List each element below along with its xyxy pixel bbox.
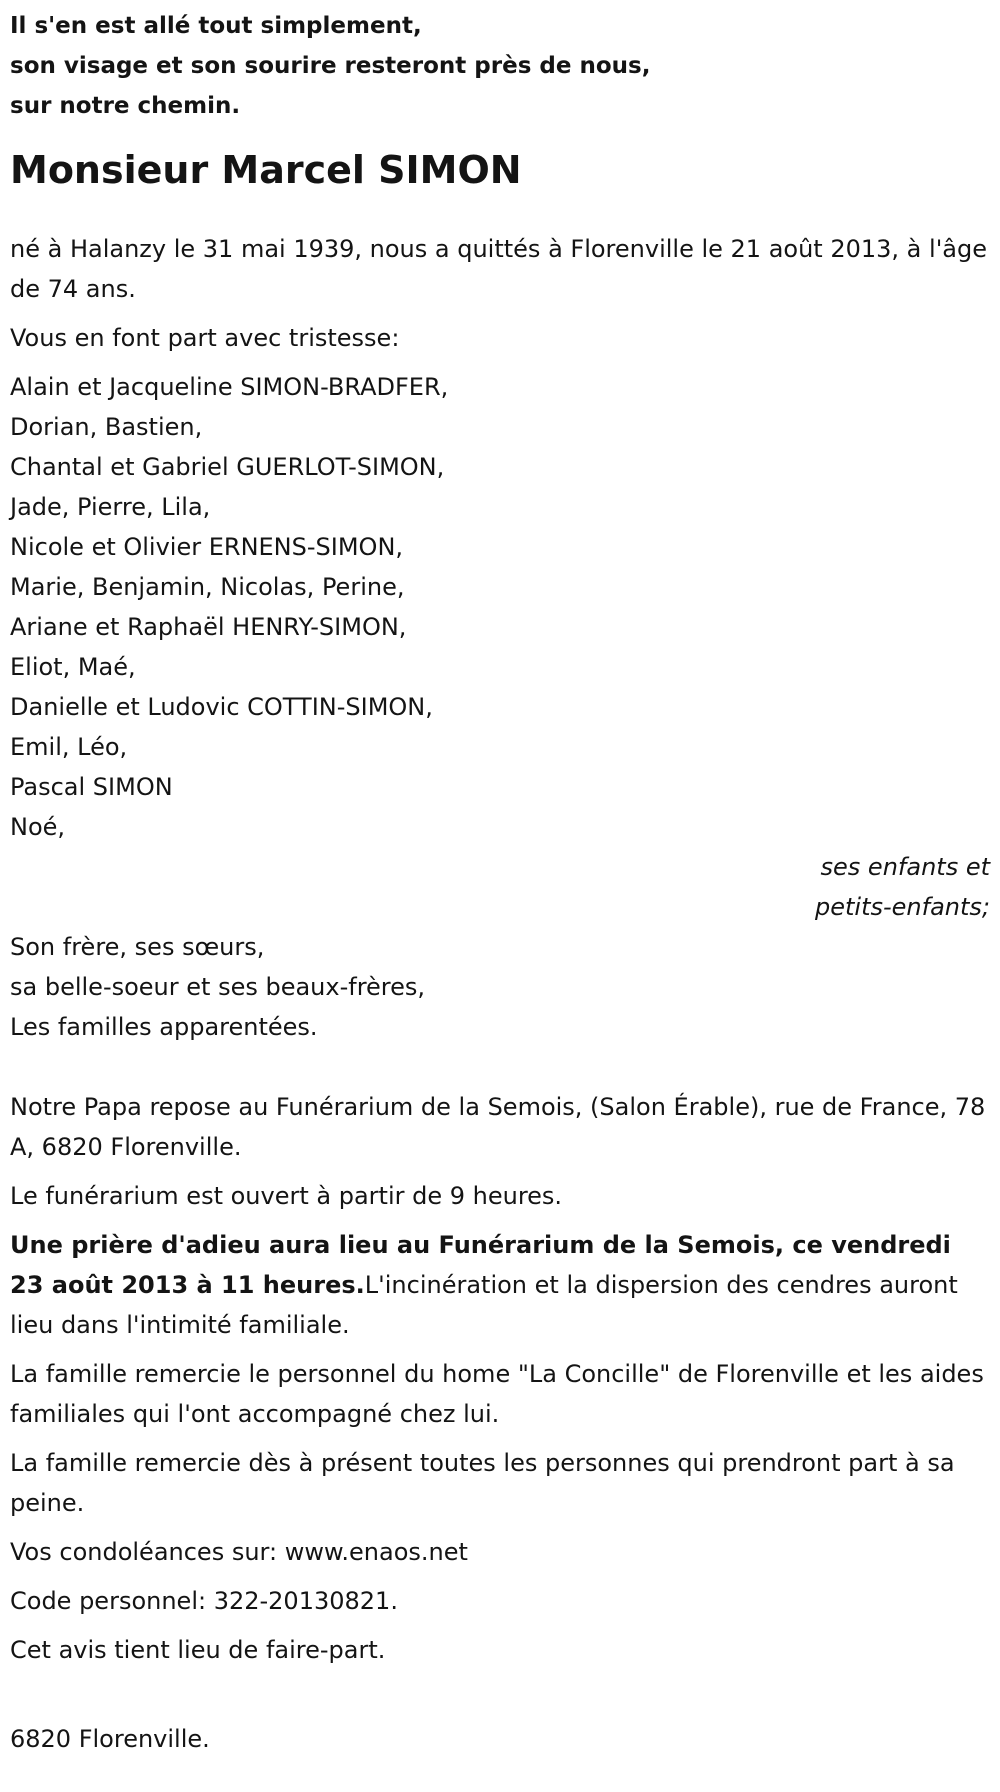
funeral-home-info: Notre Papa repose au Funérarium de la Semois, (Salon Érable), rue de France, 78 A, 6820 Florenville. <box>10 1093 986 1161</box>
birth-death-info: né à Halanzy le 31 mai 1939, nous a quittés à Florenville le 21 août 2013, à l'âge de 74 ans. <box>10 235 987 303</box>
family-member: Pascal SIMON <box>10 773 173 801</box>
ceremony-details: Une prière d'adieu aura lieu au Funérarium de la Semois, ce vendredi 23 août 2013 à 11 heures. <box>10 1231 951 1299</box>
family-member: Jade, Pierre, Lila, <box>10 493 211 521</box>
family-member: Dorian, Bastien, <box>10 413 203 441</box>
spacer <box>10 1679 990 1719</box>
ceremony-info <box>10 1225 990 1345</box>
personal-code: Code personnel: 322-20130821. <box>10 1587 398 1615</box>
epigraph-line: sur notre chemin. <box>10 93 241 119</box>
thanks-all: La famille remercie dès à présent toutes les personnes qui prendront part à sa peine. <box>10 1449 955 1517</box>
family-member: Eliot, Maé, <box>10 653 136 681</box>
deceased-name: Monsieur Marcel SIMON <box>10 148 522 192</box>
family-list <box>10 367 990 847</box>
family-member: Alain et Jacqueline SIMON-BRADFER, <box>10 373 449 401</box>
spacer <box>10 1047 990 1087</box>
signoff-line: ses enfants et <box>820 853 990 881</box>
family-member: Ariane et Raphaël HENRY-SIMON, <box>10 613 407 641</box>
signoff-line: petits-enfants; <box>815 893 990 921</box>
family-member: Marie, Benjamin, Nicolas, Perine, <box>10 573 405 601</box>
epigraph <box>10 0 990 126</box>
notice-text: Cet avis tient lieu de faire-part. <box>10 1636 386 1664</box>
opening-hours: Le funérarium est ouvert à partir de 9 heures. <box>10 1182 563 1210</box>
family-signoff <box>10 847 990 927</box>
announcement-intro: Vous en font part avec tristesse: <box>10 324 400 352</box>
family-member: Nicole et Olivier ERNENS-SIMON, <box>10 533 404 561</box>
thanks-home: La famille remercie le personnel du home "La Concille" de Florenville et les aides familiales qui l'ont accompagné chez lui. <box>10 1360 984 1428</box>
relative-line: Son frère, ses sœurs, <box>10 933 265 961</box>
relatives-list <box>10 927 990 1047</box>
relative-line: Les familles apparentées. <box>10 1013 318 1041</box>
family-member: Emil, Léo, <box>10 733 128 761</box>
condolences-info: Vos condoléances sur: www.enaos.net <box>10 1538 468 1566</box>
relative-line: sa belle-soeur et ses beaux-frères, <box>10 973 426 1001</box>
address: 6820 Florenville. <box>10 1725 210 1753</box>
cremation-info: L'incinération et la dispersion des cendres auront lieu dans l'intimité familiale. <box>10 1271 958 1339</box>
family-member: Chantal et Gabriel GUERLOT-SIMON, <box>10 453 445 481</box>
family-member: Noé, <box>10 813 66 841</box>
epigraph-line: son visage et son sourire resteront près de nous, <box>10 53 651 79</box>
epigraph-line: Il s'en est allé tout simplement, <box>10 13 422 39</box>
family-member: Danielle et Ludovic COTTIN-SIMON, <box>10 693 433 721</box>
